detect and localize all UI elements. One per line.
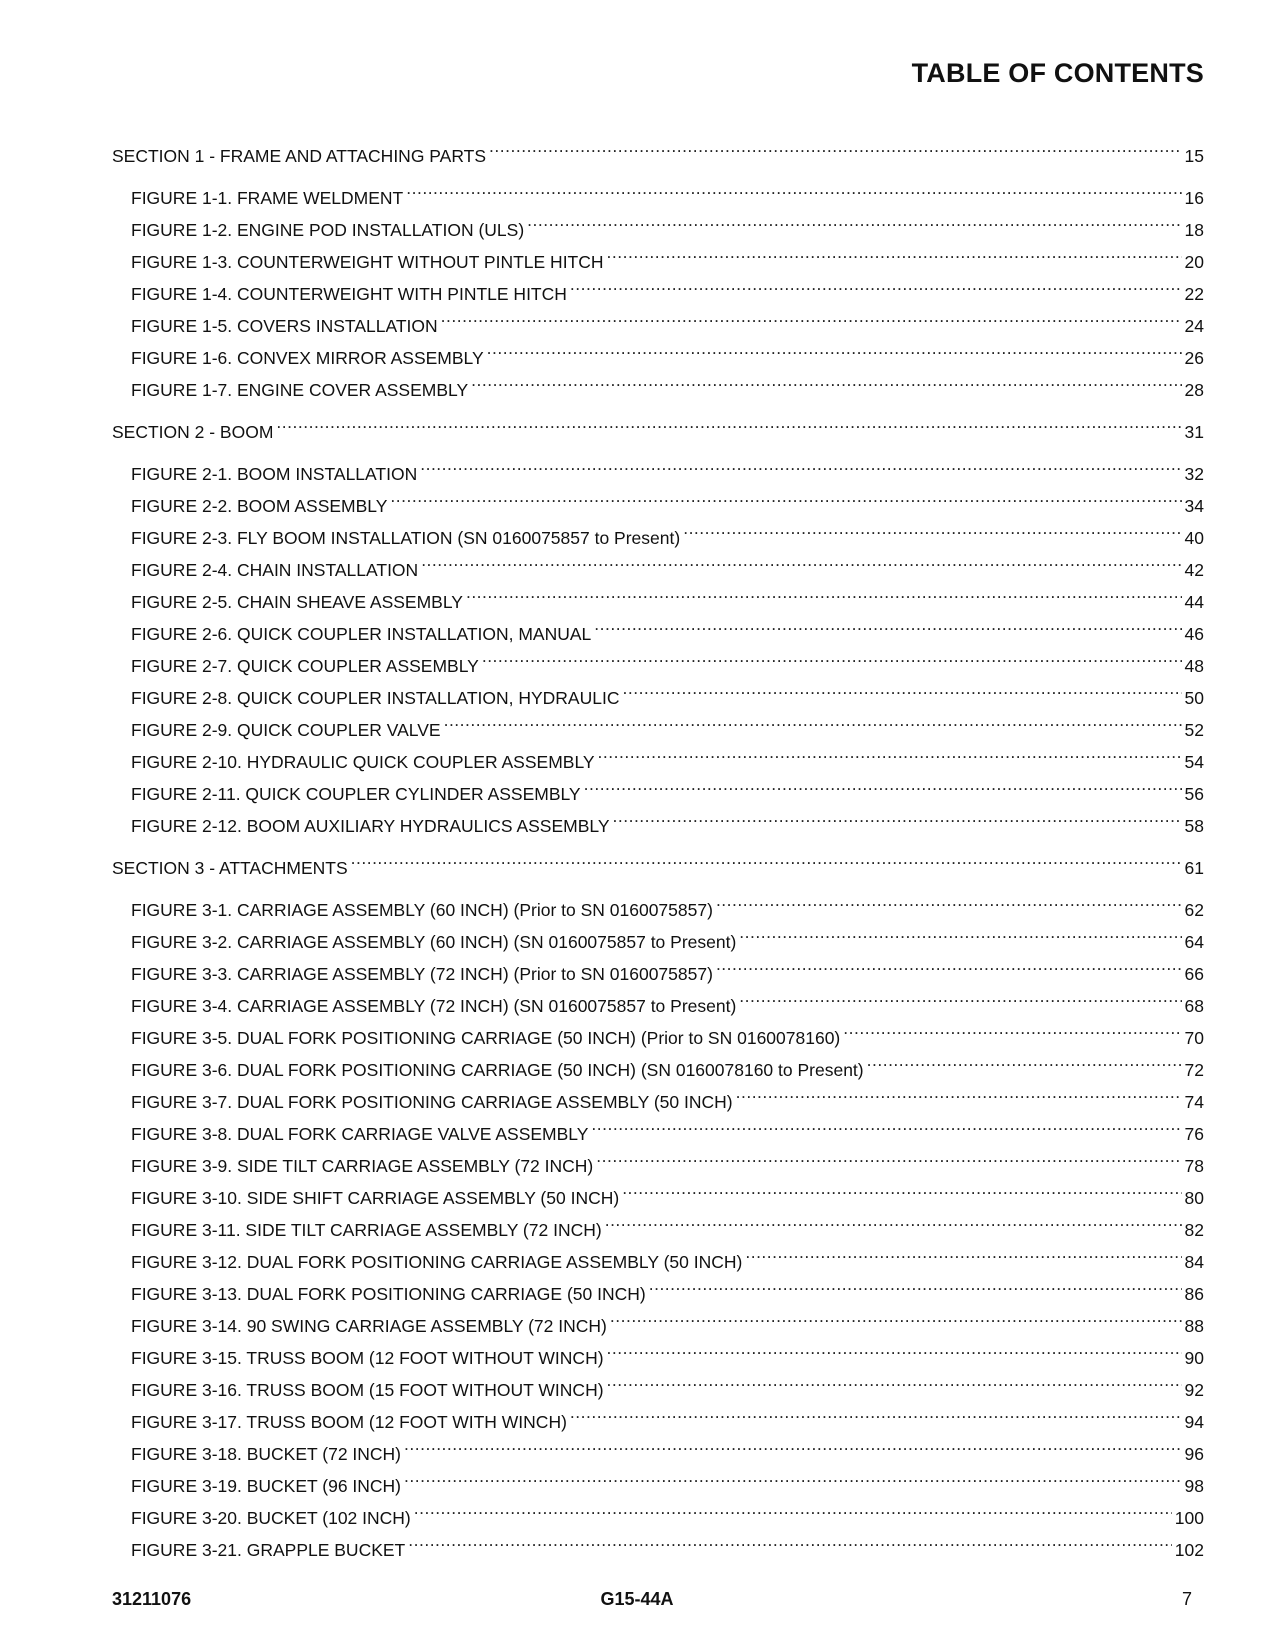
toc-entry-label: FIGURE 3-20. BUCKET (102 INCH) [131,1508,411,1528]
dot-leader [622,672,1181,704]
toc-figure-entry[interactable] [112,448,1204,484]
toc-entry-label: FIGURE 3-4. CARRIAGE ASSEMBLY (72 INCH) (SN 0160075857 to Present) [131,996,737,1016]
toc-entry-label: FIGURE 1-5. COVERS INSTALLATION [131,316,438,336]
toc-entry-page-number: 84 [1184,1252,1204,1272]
dot-leader [610,1300,1182,1332]
toc-figure-entry[interactable] [112,172,1204,208]
dot-leader [736,1076,1182,1108]
toc-entry-label: FIGURE 2-11. QUICK COUPLER CYLINDER ASSEMBLY [131,784,581,804]
dot-leader [867,1044,1182,1076]
toc-entry-label: FIGURE 3-6. DUAL FORK POSITIONING CARRIAGE (50 INCH) (SN 0160078160 to Present) [131,1060,864,1080]
toc-figure-entry[interactable] [112,884,1204,920]
toc-entry-page-number: 66 [1184,964,1204,984]
toc-entry-label: FIGURE 3-3. CARRIAGE ASSEMBLY (72 INCH) (Prior to SN 0160075857) [131,964,713,984]
dot-leader [649,1268,1182,1300]
toc-entry-label: FIGURE 1-2. ENGINE POD INSTALLATION (ULS) [131,220,525,240]
footer-doc-number: 31211076 [112,1589,192,1609]
dot-leader [466,576,1182,608]
toc-entry-label: FIGURE 3-2. CARRIAGE ASSEMBLY (60 INCH) (SN 0160075857 to Present) [131,932,737,952]
toc-entry-label: FIGURE 3-7. DUAL FORK POSITIONING CARRIAGE ASSEMBLY (50 INCH) [131,1092,733,1112]
dot-leader [420,448,1181,480]
toc-entry-page-number: 40 [1184,528,1204,548]
dot-leader [622,1172,1181,1204]
dot-leader [716,948,1182,980]
toc-entry-label: FIGURE 1-1. FRAME WELDMENT [131,188,404,208]
toc-entry-label: FIGURE 3-18. BUCKET (72 INCH) [131,1444,402,1464]
dot-leader [408,1524,1172,1556]
toc-entry-label: FIGURE 2-8. QUICK COUPLER INSTALLATION, HYDRAULIC [131,688,620,708]
dot-leader [613,800,1182,832]
toc-entry-label: FIGURE 2-9. QUICK COUPLER VALVE [131,720,441,740]
dot-leader [570,268,1182,300]
toc-entry-label: FIGURE 2-12. BOOM AUXILIARY HYDRAULICS ASSEMBLY [131,816,610,836]
table-of-contents [112,130,1204,1560]
toc-entry-page-number: 31 [1184,422,1204,442]
toc-entry-label: FIGURE 2-4. CHAIN INSTALLATION [131,560,419,580]
toc-entry-page-number: 22 [1184,284,1204,304]
toc-entry-label: FIGURE 3-12. DUAL FORK POSITIONING CARRIAGE ASSEMBLY (50 INCH) [131,1252,743,1272]
toc-entry-page-number: 18 [1184,220,1204,240]
dot-leader [276,406,1181,438]
toc-entry-page-number: 62 [1184,900,1204,920]
toc-entry-page-number: 50 [1184,688,1204,708]
dot-leader [739,916,1181,948]
toc-entry-label: FIGURE 2-10. HYDRAULIC QUICK COUPLER ASSEMBLY [131,752,595,772]
dot-leader [739,980,1181,1012]
toc-entry-label: FIGURE 2-3. FLY BOOM INSTALLATION (SN 0160075857 to Present) [131,528,681,548]
toc-entry-page-number: 56 [1184,784,1204,804]
dot-leader [591,1108,1181,1140]
toc-entry-page-number: 102 [1174,1540,1204,1560]
dot-leader [390,480,1181,512]
footer-page-number: 7 [1181,1589,1192,1609]
toc-entry-label: FIGURE 1-4. COUNTERWEIGHT WITH PINTLE HITCH [131,284,567,304]
dot-leader [527,204,1181,236]
dot-leader [487,332,1182,364]
dot-leader [716,884,1182,916]
toc-entry-label: FIGURE 1-6. CONVEX MIRROR ASSEMBLY [131,348,484,368]
toc-entry-page-number: 70 [1184,1028,1204,1048]
toc-entry-page-number: 54 [1184,752,1204,772]
dot-leader [414,1492,1172,1524]
toc-entry-label: FIGURE 3-5. DUAL FORK POSITIONING CARRIAGE (50 INCH) (Prior to SN 0160078160) [131,1028,841,1048]
dot-leader [683,512,1181,544]
toc-entry-page-number: 86 [1184,1284,1204,1304]
dot-leader [404,1428,1182,1460]
toc-entry-page-number: 98 [1184,1476,1204,1496]
dot-leader [607,1364,1182,1396]
dot-leader [594,608,1181,640]
toc-entry-page-number: 42 [1184,560,1204,580]
dot-leader [471,364,1181,396]
toc-section-entry[interactable] [112,842,1204,878]
toc-entry-page-number: 16 [1184,188,1204,208]
toc-entry-page-number: 46 [1184,624,1204,644]
page-footer [0,1589,1275,1619]
dot-leader [482,640,1182,672]
toc-entry-label: FIGURE 3-1. CARRIAGE ASSEMBLY (60 INCH) (Prior to SN 0160075857) [131,900,713,920]
toc-entry-page-number: 100 [1174,1508,1204,1528]
toc-entry-page-number: 76 [1184,1124,1204,1144]
dot-leader [598,736,1182,768]
toc-entry-page-number: 92 [1184,1380,1204,1400]
toc-entry-label: FIGURE 3-13. DUAL FORK POSITIONING CARRIAGE (50 INCH) [131,1284,646,1304]
toc-entry-label: FIGURE 2-2. BOOM ASSEMBLY [131,496,388,516]
toc-entry-page-number: 72 [1184,1060,1204,1080]
dot-leader [406,172,1181,204]
toc-entry-page-number: 61 [1184,858,1204,878]
toc-entry-page-number: 58 [1184,816,1204,836]
toc-entry-label: FIGURE 3-11. SIDE TILT CARRIAGE ASSEMBLY (72 INCH) [131,1220,602,1240]
dot-leader [351,842,1182,874]
toc-entry-label: FIGURE 3-10. SIDE SHIFT CARRIAGE ASSEMBLY (50 INCH) [131,1188,620,1208]
toc-entry-label: FIGURE 3-14. 90 SWING CARRIAGE ASSEMBLY (72 INCH) [131,1316,607,1336]
toc-entry-page-number: 24 [1184,316,1204,336]
dot-leader [441,300,1182,332]
toc-entry-page-number: 26 [1184,348,1204,368]
toc-entry-label: SECTION 2 - BOOM [112,422,274,442]
toc-entry-page-number: 20 [1184,252,1204,272]
toc-entry-page-number: 68 [1184,996,1204,1016]
toc-entry-page-number: 52 [1184,720,1204,740]
dot-leader [607,1332,1182,1364]
toc-entry-page-number: 74 [1184,1092,1204,1112]
toc-entry-label: FIGURE 2-7. QUICK COUPLER ASSEMBLY [131,656,479,676]
toc-entry-label: SECTION 3 - ATTACHMENTS [112,858,348,878]
dot-leader [584,768,1182,800]
toc-entry-page-number: 64 [1184,932,1204,952]
toc-entry-label: FIGURE 2-6. QUICK COUPLER INSTALLATION, MANUAL [131,624,592,644]
toc-entry-page-number: 44 [1184,592,1204,612]
toc-entry-page-number: 90 [1184,1348,1204,1368]
dot-leader [421,544,1181,576]
toc-section-entry[interactable] [112,406,1204,442]
dot-leader [843,1012,1181,1044]
toc-entry-label: FIGURE 3-17. TRUSS BOOM (12 FOOT WITH WINCH) [131,1412,567,1432]
toc-entry-label: FIGURE 2-1. BOOM INSTALLATION [131,464,418,484]
dot-leader [605,1204,1182,1236]
toc-entry-label: FIGURE 1-7. ENGINE COVER ASSEMBLY [131,380,469,400]
toc-entry-page-number: 80 [1184,1188,1204,1208]
toc-entry-label: FIGURE 3-19. BUCKET (96 INCH) [131,1476,402,1496]
footer-model: G15-44A [600,1589,674,1609]
toc-entry-page-number: 88 [1184,1316,1204,1336]
dot-leader [444,704,1182,736]
dot-leader [607,236,1182,268]
dot-leader [745,1236,1181,1268]
toc-entry-label: FIGURE 1-3. COUNTERWEIGHT WITHOUT PINTLE HITCH [131,252,604,272]
dot-leader [596,1140,1181,1172]
toc-entry-label: FIGURE 3-8. DUAL FORK CARRIAGE VALVE ASSEMBLY [131,1124,589,1144]
toc-entry-page-number: 78 [1184,1156,1204,1176]
dot-leader [404,1460,1182,1492]
toc-entry-page-number: 96 [1184,1444,1204,1464]
toc-entry-page-number: 94 [1184,1412,1204,1432]
toc-entry-label: FIGURE 3-15. TRUSS BOOM (12 FOOT WITHOUT WINCH) [131,1348,604,1368]
toc-entry-label: FIGURE 3-9. SIDE TILT CARRIAGE ASSEMBLY (72 INCH) [131,1156,594,1176]
toc-entry-page-number: 28 [1184,380,1204,400]
toc-entry-label: FIGURE 3-16. TRUSS BOOM (15 FOOT WITHOUT WINCH) [131,1380,604,1400]
toc-entry-label: SECTION 1 - FRAME AND ATTACHING PARTS [112,146,487,166]
page-title: TABLE OF CONTENTS [911,58,1204,88]
toc-entry-page-number: 15 [1184,146,1204,166]
toc-entry-label: FIGURE 3-21. GRAPPLE BUCKET [131,1540,406,1560]
toc-section-entry[interactable] [112,130,1204,166]
dot-leader [489,130,1182,162]
toc-entry-label: FIGURE 2-5. CHAIN SHEAVE ASSEMBLY [131,592,463,612]
toc-entry-page-number: 48 [1184,656,1204,676]
toc-entry-page-number: 82 [1184,1220,1204,1240]
toc-entry-page-number: 34 [1184,496,1204,516]
dot-leader [570,1396,1182,1428]
toc-entry-page-number: 32 [1184,464,1204,484]
